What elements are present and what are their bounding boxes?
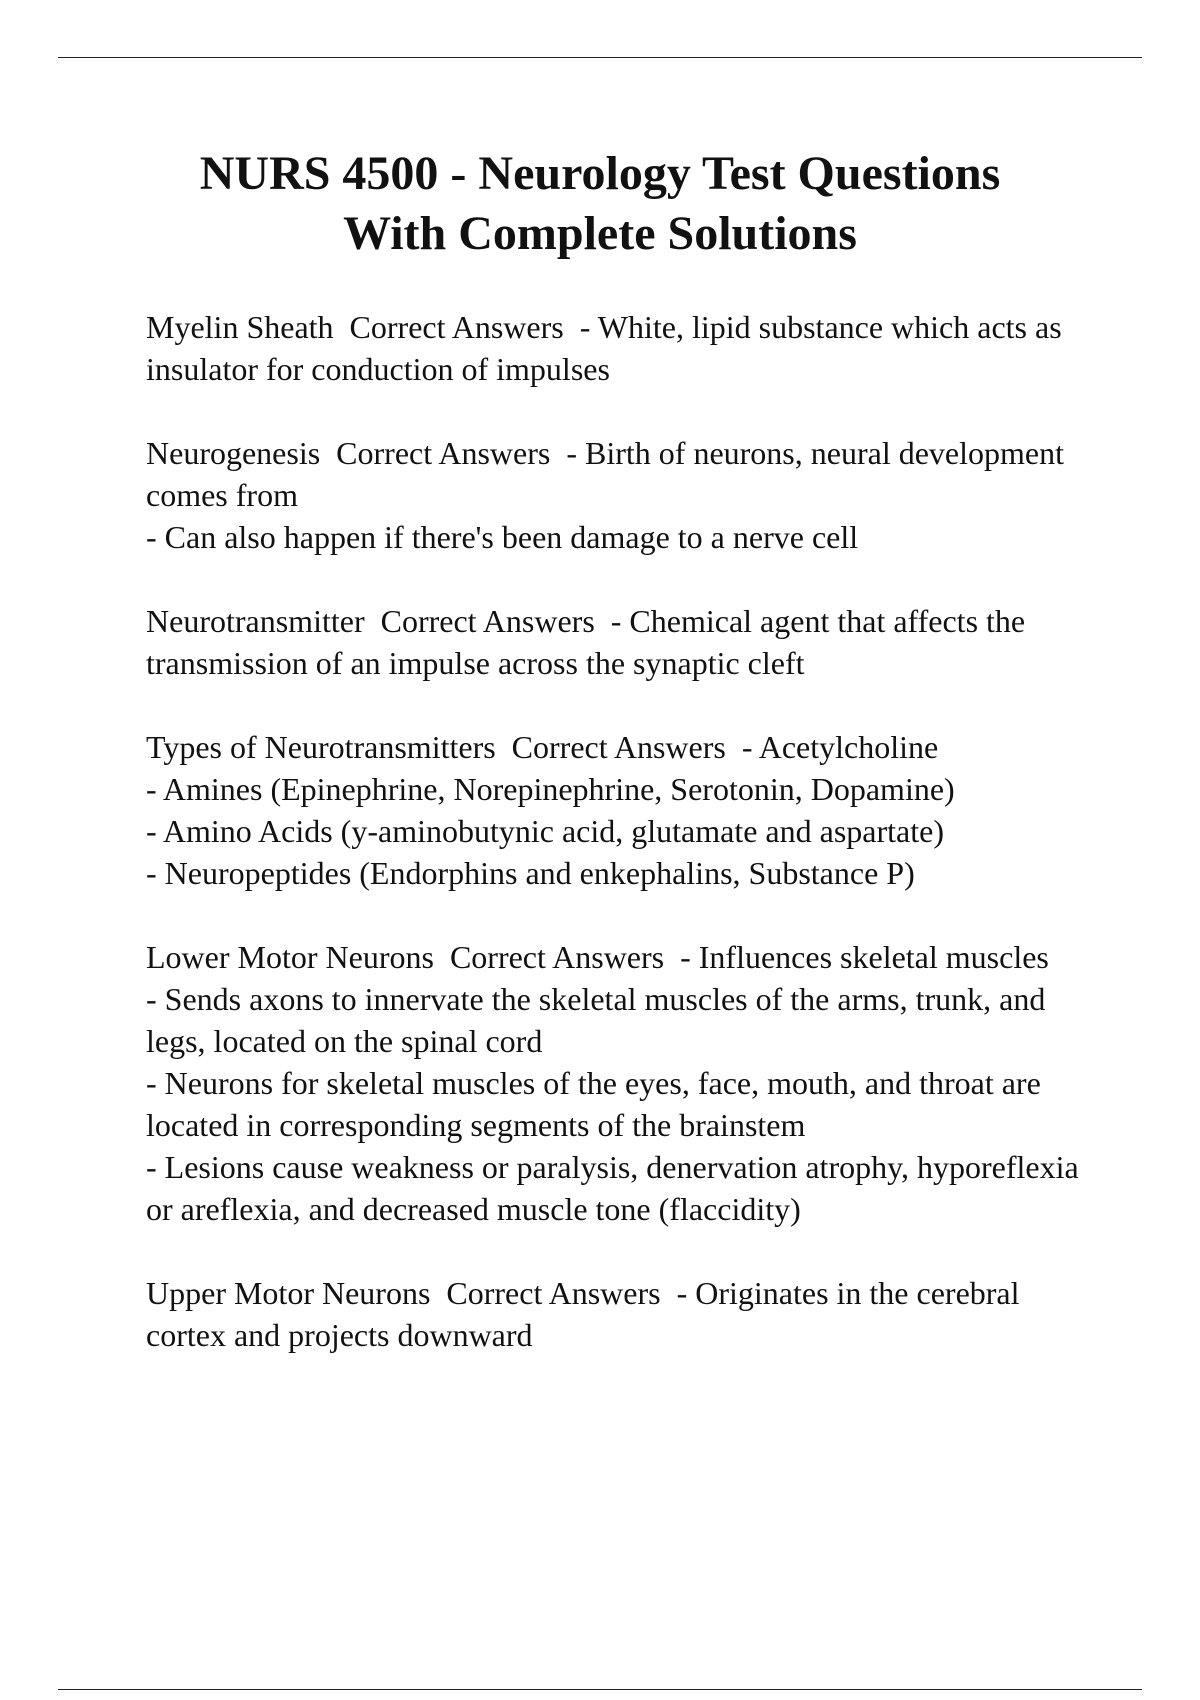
qa-answer: Chemical agent that affects the transmission of an impulse across the synaptic cleft	[146, 603, 1026, 681]
title-line-2: With Complete Solutions	[343, 207, 857, 260]
qa-line	[146, 726, 1106, 768]
answer-separator: Correct Answers -	[333, 309, 598, 345]
bottom-rule	[58, 1689, 1142, 1690]
qa-term: Types of Neurotransmitters	[146, 729, 496, 765]
answer-separator: Correct Answers -	[320, 435, 585, 471]
qa-term: Myelin Sheath	[146, 309, 334, 345]
qa-answer-line: - Amino Acids (y-aminobutynic acid, glutamate and aspartate)	[146, 813, 944, 849]
qa-list	[146, 306, 1106, 1398]
qa-answer-line: - Amines (Epinephrine, Norepinephrine, Serotonin, Dopamine)	[146, 771, 955, 807]
qa-answer-line: - Can also happen if there's been damage to a nerve cell	[146, 519, 859, 555]
qa-answer: White, lipid substance which acts as insulator for conduction of impulses	[146, 309, 1062, 387]
answer-separator: Correct Answers -	[495, 729, 759, 765]
document-title	[100, 144, 1100, 264]
qa-entry-types-of-neurotransmitters	[146, 726, 1106, 894]
qa-entry-lower-motor-neurons	[146, 936, 1106, 1230]
qa-answer-line: - Sends axons to innervate the skeletal muscles of the arms, trunk, and legs, located on the spinal cord	[146, 981, 1046, 1059]
answer-separator: Correct Answers -	[433, 939, 699, 975]
qa-answer-line: - Neuropeptides (Endorphins and enkephalins, Substance P)	[146, 855, 915, 891]
qa-answer: Influences skeletal muscles	[698, 939, 1049, 975]
qa-entry-myelin-sheath	[146, 306, 1106, 390]
qa-answer-line: - Lesions cause weakness or paralysis, denervation atrophy, hyporeflexia or areflexia, and decreased muscle tone (flaccidity)	[146, 1149, 1079, 1227]
qa-answer: Acetylcholine	[758, 729, 939, 765]
qa-term: Neurotransmitter	[146, 603, 365, 639]
qa-entry-upper-motor-neurons	[146, 1272, 1106, 1356]
qa-answer-line: - Neurons for skeletal muscles of the eyes, face, mouth, and throat are located in corresponding segments of the brainstem	[146, 1065, 1041, 1143]
answer-separator: Correct Answers -	[430, 1275, 696, 1311]
answer-separator: Correct Answers -	[364, 603, 630, 639]
qa-answer: Birth of neurons, neural development comes from	[146, 435, 1064, 513]
qa-answer: Originates in the cerebral cortex and projects downward	[146, 1275, 1020, 1353]
qa-line	[146, 1272, 1106, 1356]
qa-entry-neurotransmitter	[146, 600, 1106, 684]
qa-line	[146, 432, 1106, 516]
qa-term: Upper Motor Neurons	[146, 1275, 431, 1311]
qa-term: Neurogenesis	[146, 435, 321, 471]
title-line-1: NURS 4500 - Neurology Test Questions	[199, 147, 1001, 200]
qa-entry-neurogenesis	[146, 432, 1106, 558]
qa-term: Lower Motor Neurons	[146, 939, 434, 975]
top-rule	[58, 57, 1142, 58]
qa-line	[146, 306, 1106, 390]
qa-line	[146, 600, 1106, 684]
qa-line	[146, 936, 1106, 978]
